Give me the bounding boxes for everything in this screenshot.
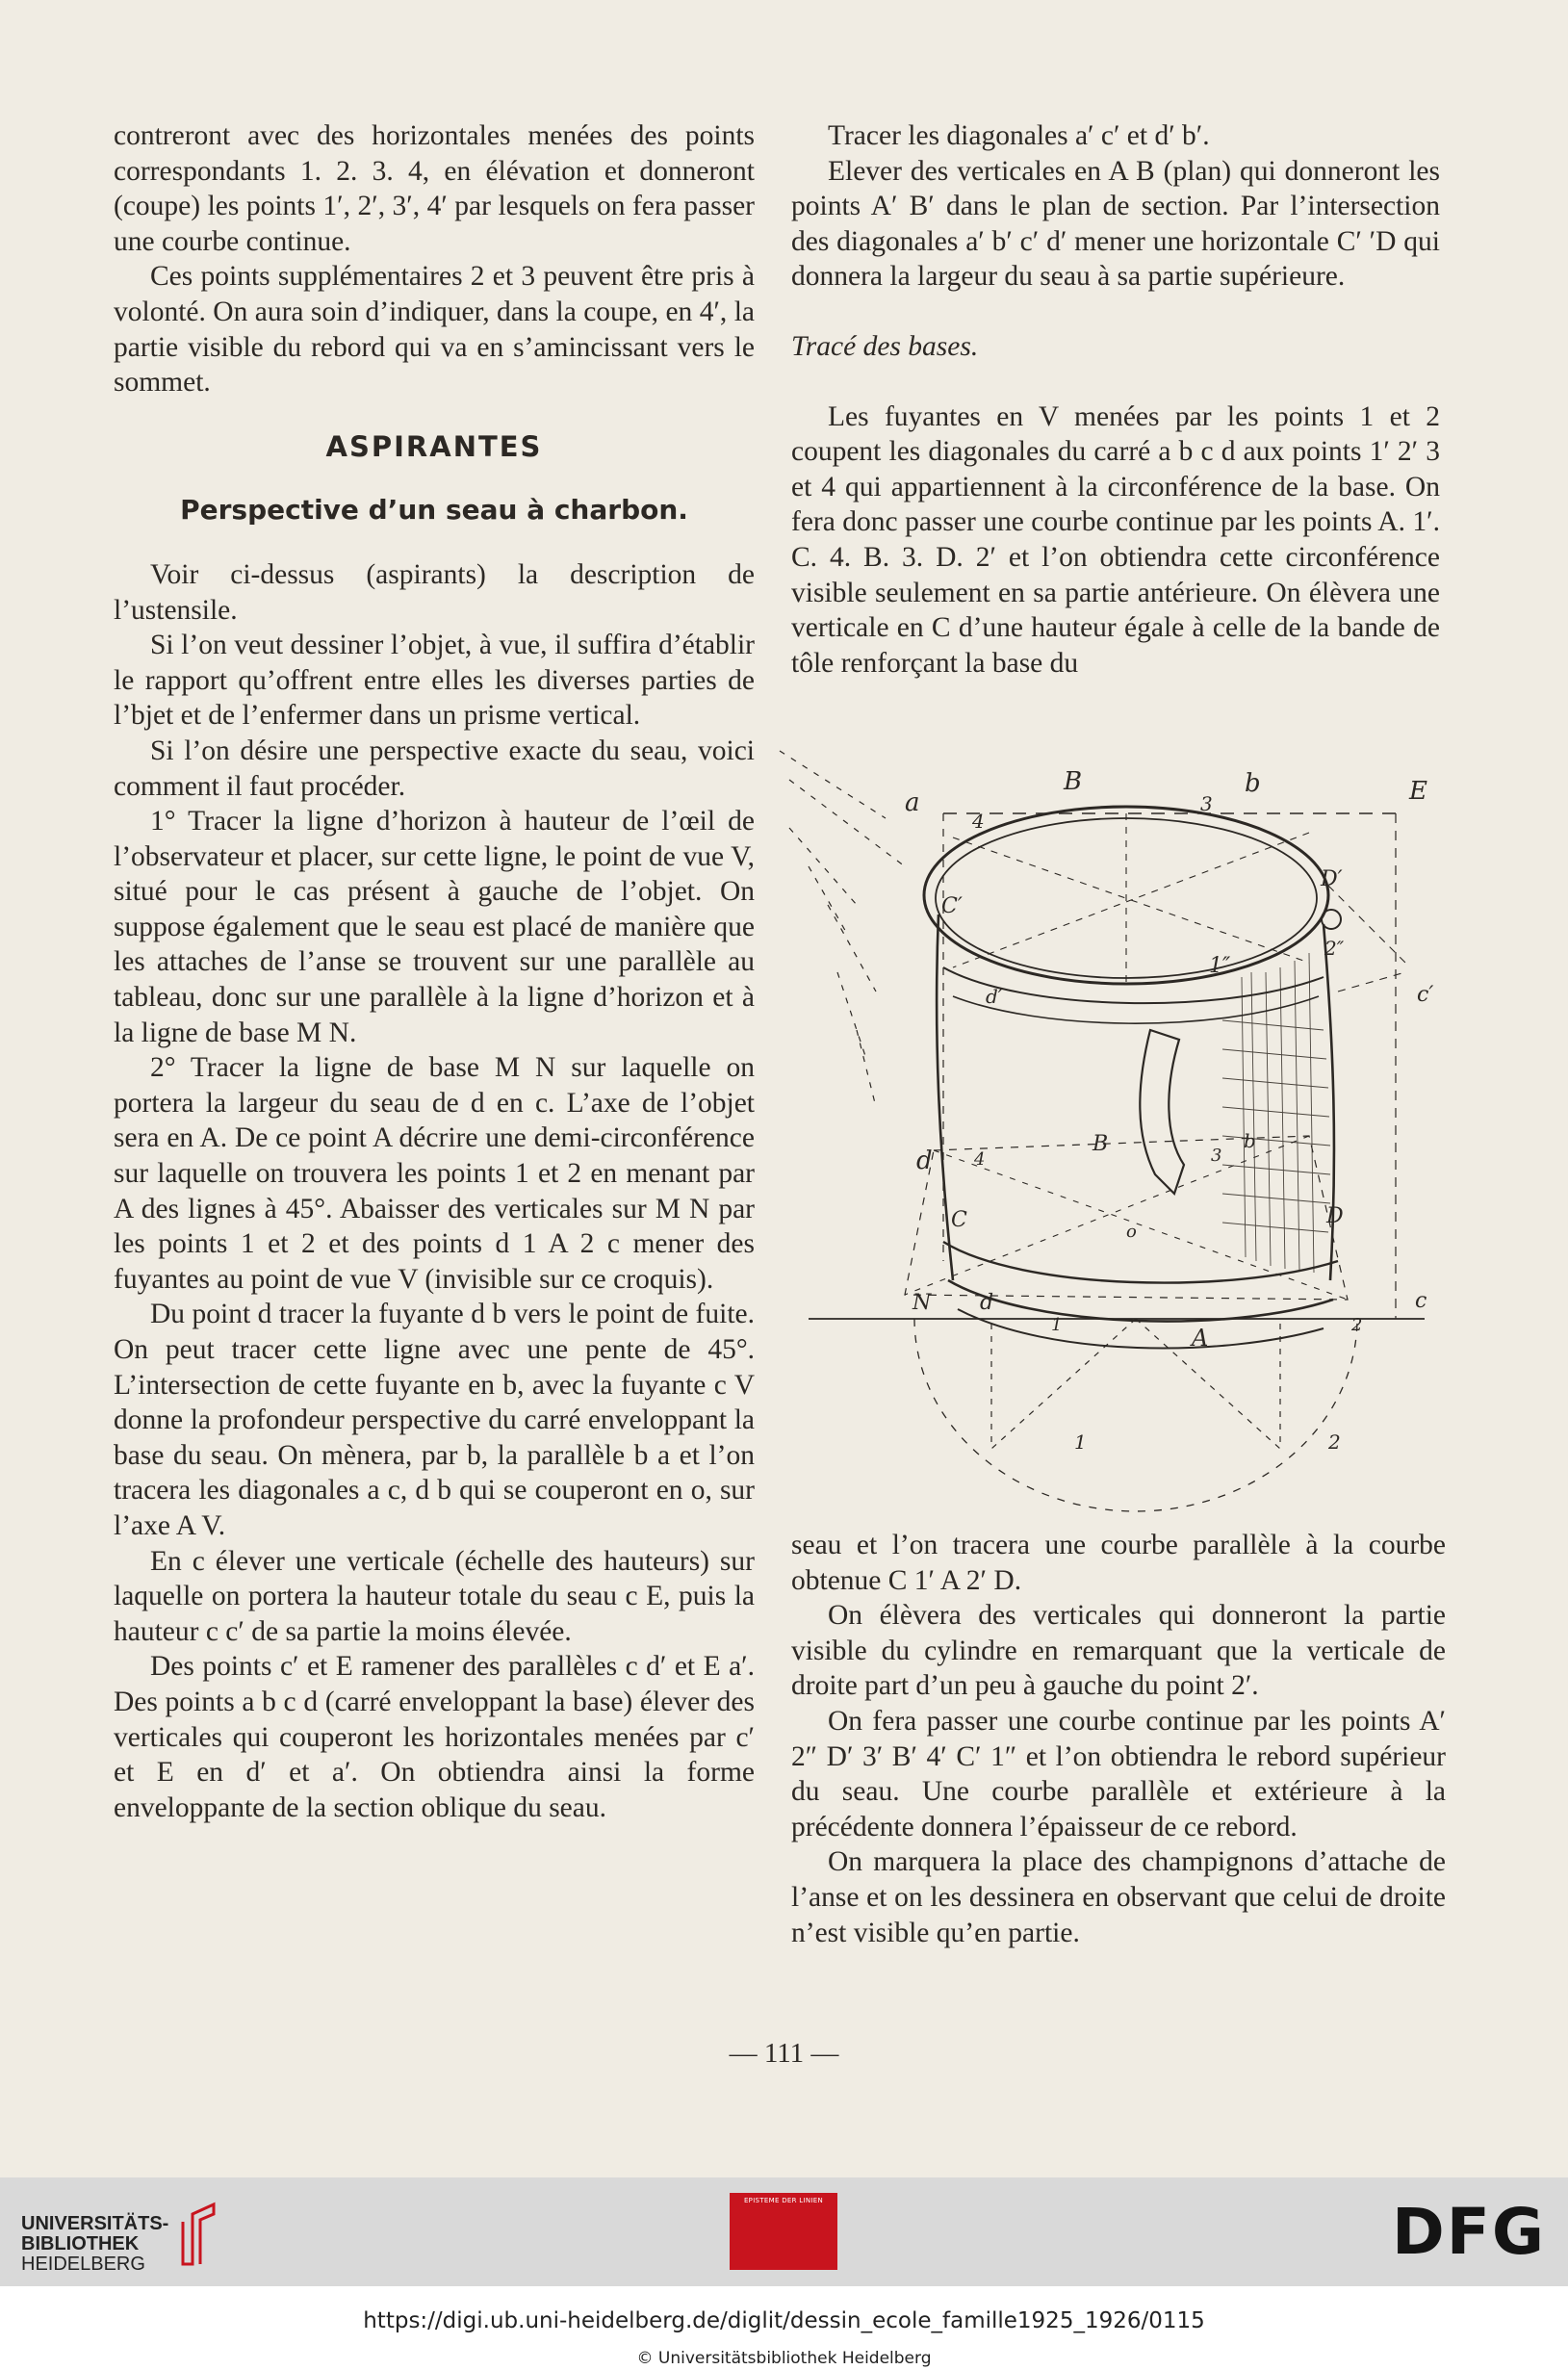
right-column-bottom [791, 1528, 1446, 1950]
figure-label: c′ [1417, 983, 1434, 1007]
paragraph: contreront avec des horizontales menées des points correspondants 1. 2. 3. 4, en élévation et donneront (coupe) les points 1′, 2′, 3′, 4′ par lesquels on fera passer une courbe continue. [114, 120, 755, 257]
figure-label: A [1192, 1325, 1209, 1352]
paragraph: 2° Tracer la ligne de base M N sur laquelle on portera la largeur du seau de d en c. L’axe de l’objet sera en A. De ce point A décrire une demi-circonférence sur laquelle on trouvera les points 1 et 2 en menant par A des lignes à 45°. Abaisser des verticales sur M N par les points 1 et 2 et des points d 1 A 2 c mener des fuyantes au point de vue V (invisible sur ce croquis). [114, 1052, 755, 1295]
page-number: — 111 — [729, 2038, 839, 2069]
paragraph: Ces points supplémentaires 2 et 3 peuvent être pris à volonté. On aura soin d’indiquer, dans la coupe, en 4′, la partie visible du rebord qui va en s’amincissant vers le sommet. [114, 261, 755, 399]
section-heading: ASPIRANTES [325, 429, 543, 463]
bucket-perspective-figure [770, 741, 1444, 1531]
paragraph: En c élever une verticale (échelle des hauteurs) sur laquelle on portera la hauteur totale du seau c E, puis la hauteur c c′ de sa partie la moins élevée. [114, 1545, 755, 1647]
paragraph: Si l’on désire une perspective exacte du seau, voici comment il faut procéder. [114, 734, 755, 802]
figure-label: 4 [974, 1149, 986, 1170]
paragraph: Du point d tracer la fuyante d b vers le point de fuite. On peut tracer cette ligne avec une pente de 45°. L’intersection de cette fuyante en b, avec la fuyante c V donne la profondeur perspective du carré enveloppant la base du seau. On mènera, par b, la parallèle b a et l’on tracera les diagonales a c, d b qui se couperont en o, sur l’axe A V. [114, 1299, 755, 1541]
paragraph: On élèvera des verticales qui donneront la partie visible du cylindre en remarquant que la verticale de droite part d’un peu à gauche du point 2′. [791, 1600, 1446, 1702]
figure-label: C [951, 1208, 967, 1232]
paragraph: Si l’on veut dessiner l’objet, à vue, il suffira d’établir le rapport qu’offrent entre elles les diverses parties de l’bjet et de l’enfermer dans un prisme vertical. [114, 630, 755, 732]
paragraph: Les fuyantes en V menées par les points 1 et 2 coupent les diagonales du carré a b c d aux points 1′ 2′ 3 et 4 qui appartiennent à la circonférence de la base. On fera donc passer une courbe continue par les points A. 1′. C. 4. B. 3. D. 2′ et l’on obtiendra cette circonférence visible seulement en sa partie antérieure. On élèvera une verticale en C d’une hauteur égale à celle de la bande de tôle renforçant la base du [791, 400, 1440, 679]
figure-label: C′ [941, 894, 963, 918]
figure-label: D [1326, 1204, 1344, 1228]
figure-label: c [1415, 1289, 1427, 1313]
project-badge[interactable] [730, 2193, 837, 2270]
subsection-heading: Perspective d’un seau à charbon. [180, 494, 688, 527]
figure-label: 4 [972, 810, 985, 833]
figure-label: 1 [1074, 1430, 1087, 1454]
figure-label: d′ [986, 985, 1003, 1008]
library-mark-icon [179, 2201, 218, 2268]
viewer-footer [0, 2177, 1568, 2370]
paragraph: Tracer les diagonales a′ c′ et d′ b′. [828, 120, 1210, 151]
paragraph: Elever des verticales en A B (plan) qui donneront les points A′ B′ dans le plan de section. Par l’intersection des diagonales a′ b′ c′ d′ mener une horizontale C′ ′D qui donnera la largeur du seau à sa partie supérieure. [791, 155, 1440, 293]
figure-label: d [980, 1291, 994, 1315]
figure-label: d [916, 1146, 933, 1175]
figure-label: o [1126, 1222, 1137, 1242]
figure-label: 3 [1200, 792, 1213, 815]
paragraph: Des points c′ et E ramener des parallèles c d′ et E a′. Des points a b c d (carré enveloppant la base) élever des verticales qui couperont les horizontales menées par c′ et E en d′ et a′. On obtiendra ainsi la forme enveloppante de la section oblique du seau. [114, 1651, 755, 1823]
badge-text: EPISTEME DER LINIEN [743, 2197, 824, 2204]
figure-label: b [1244, 1129, 1256, 1152]
figure-label: B [1092, 1132, 1109, 1156]
paragraph: 1° Tracer la ligne d’horizon à hauteur de l’œil de l’observateur et placer, sur cette ligne, le point de vue V, situé pour le cas présent à gauche de l’objet. On suppose également que le seau est placé de manière que les attaches de l’anse se trouvent sur une parallèle au tableau, donc sur une parallèle à la ligne d’horizon et à la ligne de base M N. [114, 806, 755, 1048]
paragraph: On fera passer une courbe continue par les points A′ 2″ D′ 3′ B′ 4′ C′ 1″ et l’on obtiendra le rebord supérieur du seau. Une courbe parallèle et extérieure à la précédente donnera l’épaisseur de ce rebord. [791, 1705, 1446, 1842]
figure-label: D′ [1321, 867, 1343, 891]
library-name-line: BIBLIOTHEK [21, 2233, 140, 2254]
figure-label: 3 [1211, 1146, 1222, 1166]
copyright-notice: © Universitätsbibliothek Heidelberg [636, 2349, 932, 2368]
paragraph: On marquera la place des champignons d’attache de l’anse et on les dessinera en observant que celui de droite n’est visible qu’en partie. [791, 1846, 1446, 1948]
left-column [114, 118, 755, 1825]
figure-label: 2″ [1324, 937, 1345, 960]
library-name [21, 2214, 168, 2275]
paragraph: Voir ci-dessus (aspirants) la description de l’ustensile. [114, 558, 755, 626]
paragraph: seau et l’on tracera une courbe parallèle à la courbe obtenue C 1′ A 2′ D. [791, 1530, 1446, 1596]
dfg-logo[interactable]: DFG [1392, 2195, 1547, 2269]
figure-label: 1 [1051, 1315, 1063, 1335]
right-column-top [791, 118, 1440, 681]
page-url[interactable]: https://digi.ub.uni-heidelberg.de/diglit/dessin_ecole_famille1925_1926/0115 [363, 2308, 1205, 2333]
italic-subtitle: Tracé des bases. [791, 330, 979, 362]
figure-label: B [1064, 767, 1083, 796]
figure-label: b [1245, 769, 1261, 798]
figure-label: 1″ [1209, 954, 1231, 978]
figure-label: a [905, 788, 920, 817]
logo-band [0, 2177, 1568, 2286]
library-name-line: HEIDELBERG [21, 2254, 145, 2275]
library-logo[interactable] [21, 2191, 252, 2278]
figure-label: 2 [1328, 1430, 1341, 1454]
figure-label: E [1409, 777, 1427, 806]
figure-label: 2 [1351, 1315, 1363, 1335]
library-name-line: UNIVERSITÄTS- [21, 2213, 169, 2234]
figure-label: N [913, 1291, 932, 1315]
